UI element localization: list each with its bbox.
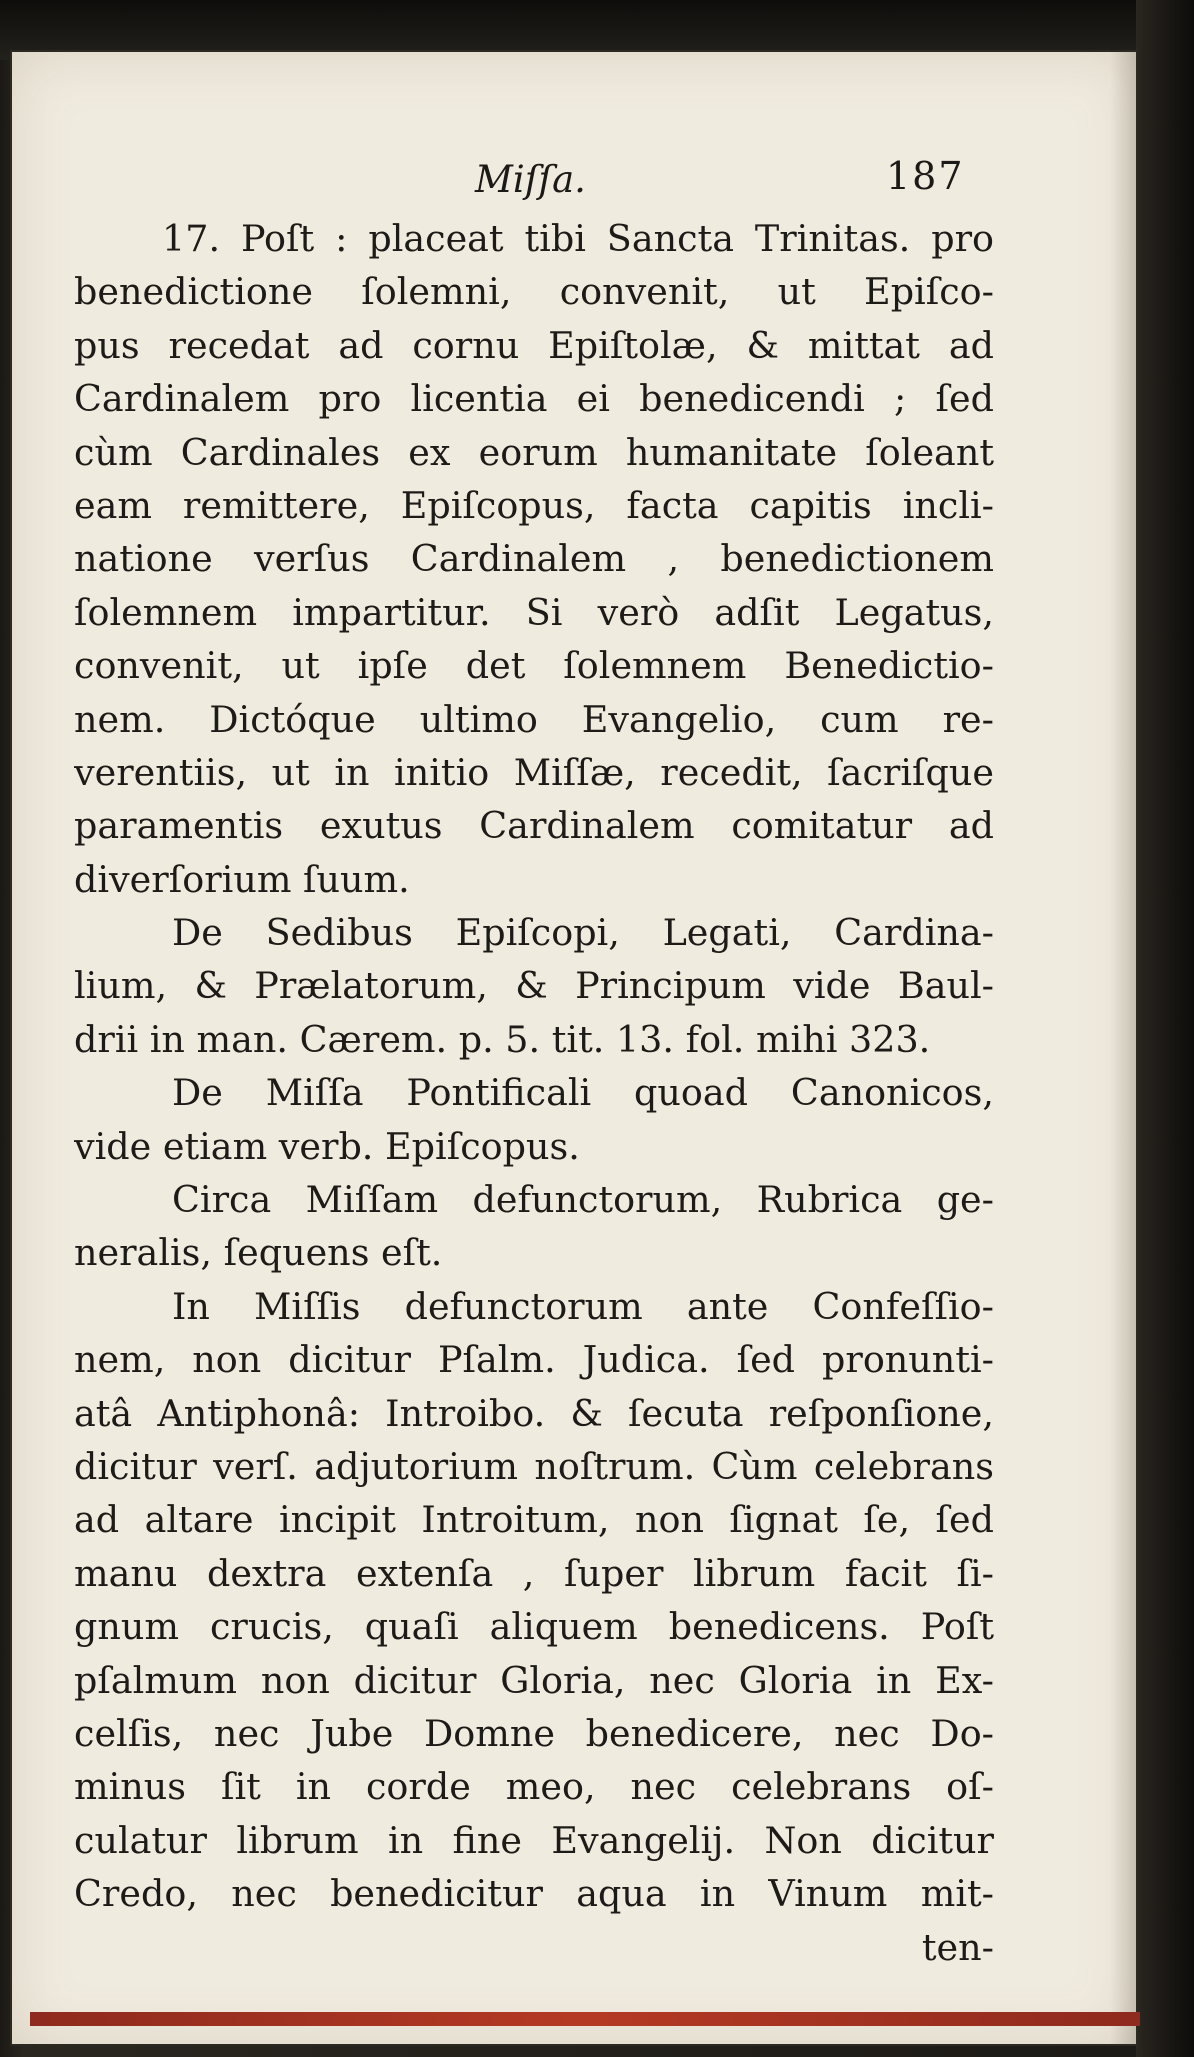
text-line: gnum crucis, quaſi aliquem benedicens. Poſt — [74, 1605, 994, 1649]
text-line: ſolemnem impartitur. Si verò adſit Legatus, — [74, 590, 994, 634]
page-edge-red-band — [30, 2012, 1140, 2026]
text-line: nem. Dictóque ultimo Evangelio, cum re- — [74, 697, 994, 741]
text-line: Cardinalem pro licentia ei benedicendi ; ſed — [74, 377, 994, 421]
text-line: neralis, ſequens eſt. — [74, 1231, 443, 1275]
running-title: Miſſa. — [475, 158, 586, 201]
body-text — [74, 212, 994, 1974]
text-line: eam remittere, Epiſcopus, facta capitis incli- — [74, 483, 994, 527]
catchword: ten- — [921, 1925, 994, 1969]
text-line: In Miſſis defunctorum ante Confeſſio- — [172, 1284, 994, 1328]
text-line: pſalmum non dicitur Gloria, nec Gloria in Ex- — [74, 1658, 994, 1702]
text-line: celſis, nec Jube Domne benedicere, nec Do- — [74, 1711, 994, 1755]
text-line: lium, & Prælatorum, & Principum vide Baul- — [74, 964, 994, 1008]
text-line: ad altare incipit Introitum, non ſignat ſe, ſed — [74, 1498, 994, 1542]
text-line: verentiis, ut in initio Miſſæ, recedit, ſacriſque — [74, 750, 994, 794]
text-line: atâ Antiphonâ: Introibo. & ſecuta reſponſione, — [74, 1391, 994, 1435]
page-number: 187 — [886, 154, 965, 198]
text-line: diverſorium ſuum. — [74, 857, 410, 901]
text-line: dicitur verſ. adjutorium noſtrum. Cùm celebrans — [74, 1444, 994, 1488]
text-line: vide etiam verb. Epiſcopus. — [74, 1124, 580, 1168]
text-line: drii in man. Cærem. p. 5. tit. 13. fol. mihi 323. — [74, 1017, 931, 1061]
text-line: convenit, ut ipſe det ſolemnem Benedictio- — [74, 644, 994, 688]
page-header — [0, 154, 1194, 218]
scan-right-edge — [1136, 0, 1194, 2057]
text-line: paramentis exutus Cardinalem comitatur ad — [74, 804, 994, 848]
text-line: pus recedat ad cornu Epiſtolæ, & mittat ad — [74, 323, 994, 367]
text-line: cùm Cardinales ex eorum humanitate ſoleant — [74, 430, 994, 474]
text-line: manu dextra extenſa , ſuper librum facit ſi- — [74, 1551, 994, 1595]
scan-top-edge — [0, 0, 1194, 60]
text-line: benedictione ſolemni, convenit, ut Epiſco- — [74, 270, 994, 314]
text-line: De Miſſa Pontificali quoad Canonicos, — [172, 1071, 994, 1115]
text-line: Credo, nec benedicitur aqua in Vinum mit- — [74, 1872, 994, 1916]
text-line: De Sedibus Epiſcopi, Legati, Cardina- — [172, 911, 994, 955]
text-line: nem, non dicitur Pſalm. Judica. ſed pronunti- — [74, 1338, 994, 1382]
text-line: minus ſit in corde meo, nec celebrans oſ- — [74, 1765, 994, 1809]
text-line: culatur librum in fine Evangelij. Non dicitur — [74, 1818, 994, 1862]
text-line: Circa Miſſam defunctorum, Rubrica ge- — [172, 1178, 994, 1222]
text-line: natione verſus Cardinalem , benedictionem — [74, 537, 994, 581]
text-line: 17. Poſt : placeat tibi Sancta Trinitas. pro — [162, 217, 994, 260]
